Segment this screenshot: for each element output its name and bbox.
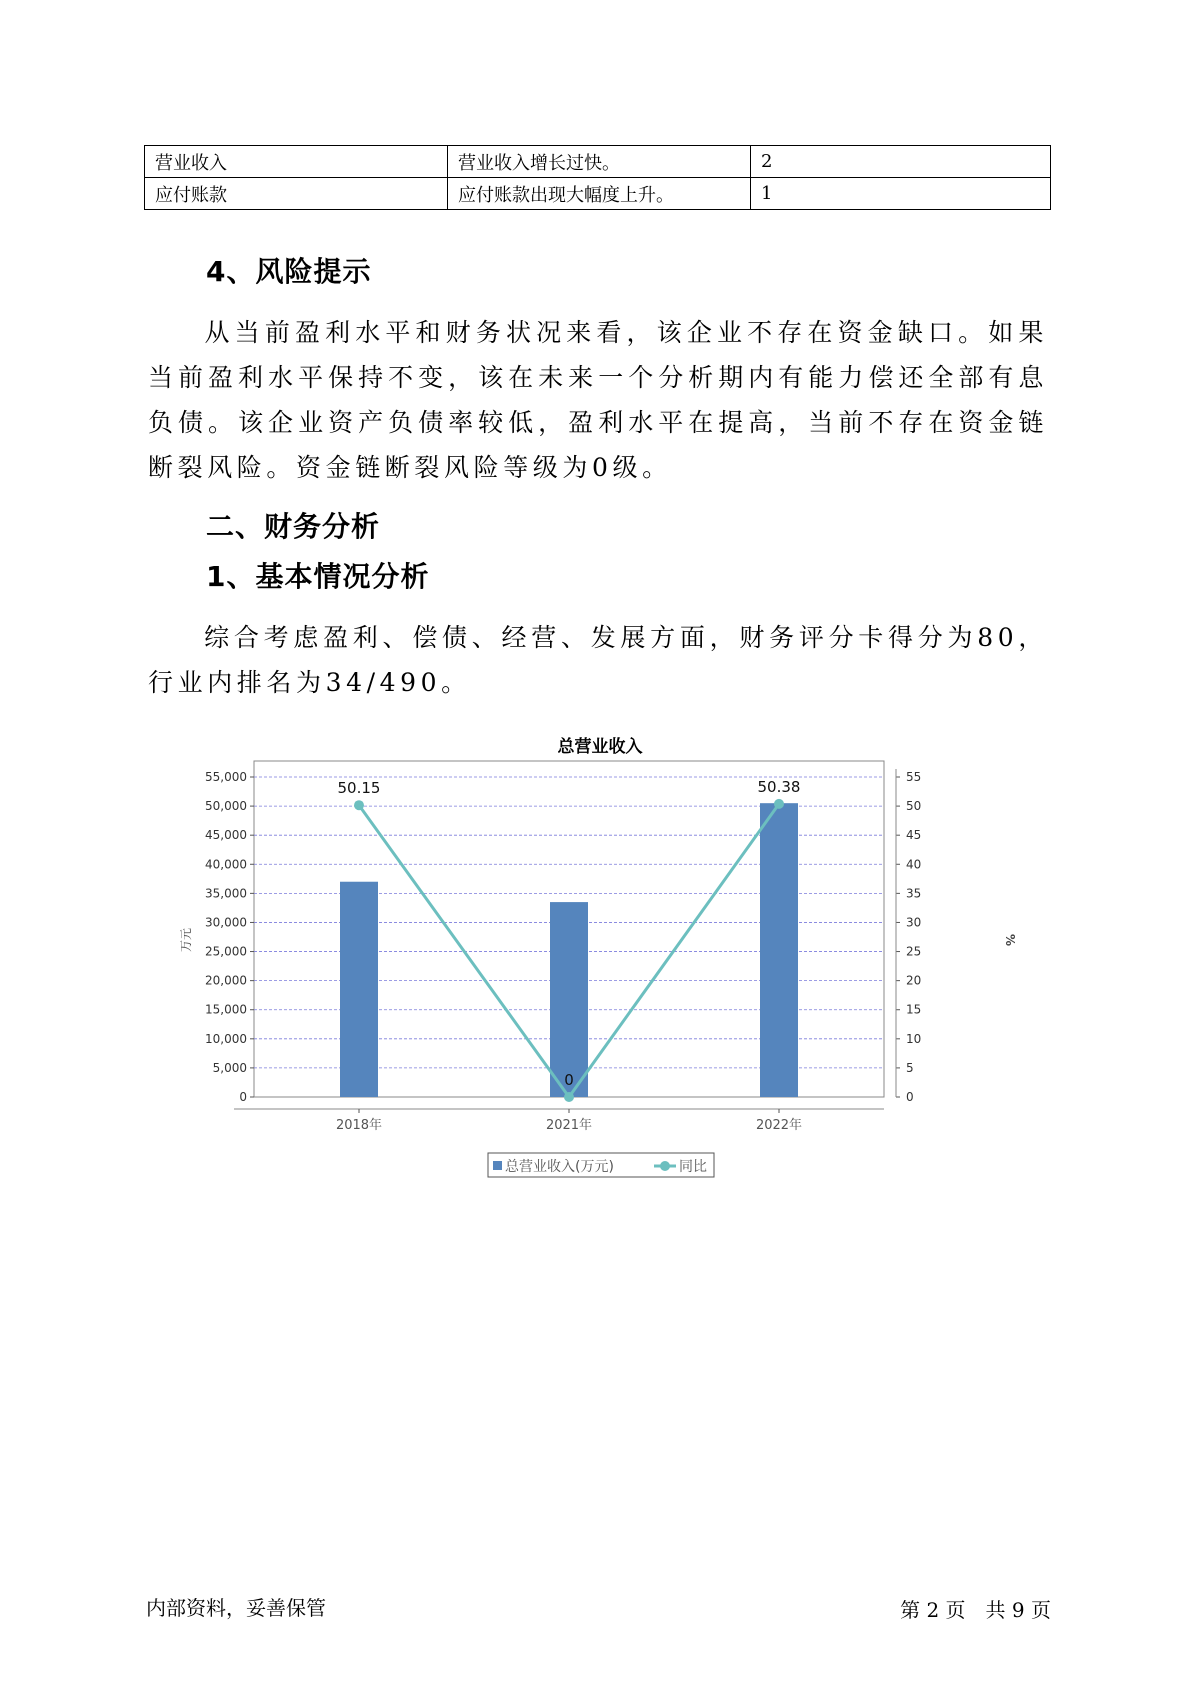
y2-tick-label: 35 — [906, 886, 922, 901]
y-tick-label: 15,000 — [205, 1002, 247, 1017]
legend-marker-swatch — [660, 1161, 670, 1171]
section-heading-basic-analysis: 1、基本情况分析 — [206, 560, 430, 593]
y-tick-label: 25,000 — [205, 944, 247, 959]
basic-analysis-text: 综合考虑盈利、偿债、经营、发展方面，财务评分卡得分为80，行业内排名为34/490。 — [148, 623, 1048, 697]
y2-tick-label: 5 — [906, 1060, 914, 1075]
legend-label-revenue: 总营业收入(万元) — [505, 1159, 614, 1175]
y2-tick-label: 10 — [906, 1031, 922, 1046]
y-tick-label: 5,000 — [212, 1060, 247, 1075]
y2-tick-label: 50 — [906, 799, 922, 814]
bar — [760, 803, 798, 1097]
table-row — [145, 146, 1051, 178]
legend-label-yoy: 同比 — [679, 1159, 707, 1175]
y2-tick-label: 20 — [906, 973, 922, 988]
yoy-data-label: 0 — [564, 1071, 574, 1089]
table-cell-value: 1 — [751, 178, 1051, 210]
table-row — [145, 178, 1051, 210]
y2-tick-label: 0 — [906, 1090, 914, 1104]
y-tick-label: 0 — [239, 1090, 247, 1104]
table-cell-value: 2 — [751, 146, 1051, 178]
y2-tick-label: 40 — [906, 857, 922, 872]
footer-page-number: 第 2 页 共 9 页 — [900, 1598, 1051, 1622]
footer-confidential: 内部资料，妥善保管 — [146, 1596, 326, 1620]
risk-paragraph-text: 从当前盈利水平和财务状况来看，该企业不存在资金缺口。如果当前盈利水平保持不变，该在未来一个分析期内有能力偿还全部有息负债。该企业资产负债率较低，盈利水平在提高，当前不存在资金链断裂风险。资金链断裂风险等级为0级。 — [148, 318, 1048, 482]
y-tick-label: 35,000 — [205, 886, 247, 901]
yoy-marker — [354, 800, 364, 810]
y-tick-label: 45,000 — [205, 828, 247, 843]
y2-axis-label: % — [1003, 933, 1017, 947]
table-cell-description: 应付账款出现大幅度上升。 — [448, 178, 751, 210]
bar-layer — [340, 803, 798, 1097]
y2-tick-label: 55 — [906, 770, 922, 784]
risk-table — [144, 145, 1051, 210]
bar — [550, 902, 588, 1097]
y-tick-label: 40,000 — [205, 857, 247, 872]
section-heading-financial-analysis: 二、财务分析 — [206, 510, 381, 543]
x-tick-label: 2021年 — [545, 1118, 593, 1133]
table-cell-description: 营业收入增长过快。 — [448, 146, 751, 178]
y-tick-label: 30,000 — [205, 915, 247, 930]
chart-title: 总营业收入 — [557, 737, 643, 757]
yoy-marker — [774, 799, 784, 809]
y2-tick-label: 15 — [906, 1002, 922, 1017]
risk-paragraph — [148, 310, 1048, 490]
chart-legend — [488, 1153, 714, 1177]
yoy-marker — [564, 1092, 574, 1102]
bar — [340, 882, 378, 1097]
y-axis-label: 万元 — [179, 927, 193, 953]
yoy-data-label: 50.38 — [757, 777, 801, 796]
x-tick-label: 2018年 — [335, 1118, 383, 1133]
basic-analysis-paragraph — [148, 615, 1048, 705]
y-tick-label: 20,000 — [205, 973, 247, 988]
section-heading-risk: 4、风险提示 — [206, 255, 372, 288]
y-tick-label: 10,000 — [205, 1031, 247, 1046]
table-cell-item: 营业收入 — [145, 146, 448, 178]
y-tick-label: 50,000 — [205, 799, 247, 814]
revenue-chart — [176, 725, 1026, 1185]
y2-tick-label: 25 — [906, 944, 922, 959]
table-cell-item: 应付账款 — [145, 178, 448, 210]
y-tick-label: 55,000 — [205, 770, 247, 784]
legend-bar-swatch — [493, 1161, 502, 1170]
y2-tick-label: 45 — [906, 828, 922, 843]
x-tick-label: 2022年 — [755, 1118, 803, 1133]
yoy-data-label: 50.15 — [337, 779, 381, 798]
y2-tick-label: 30 — [906, 915, 922, 930]
